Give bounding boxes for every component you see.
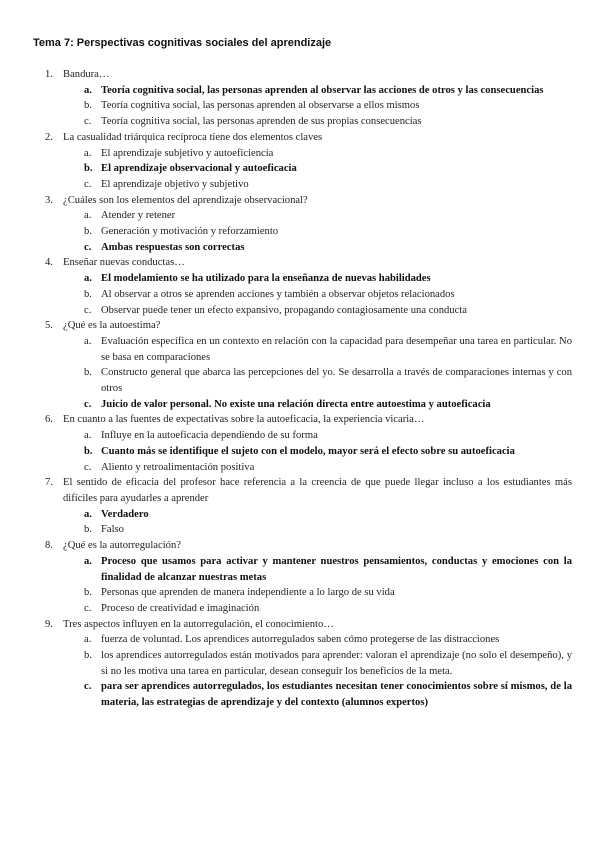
answer-options [0,334,600,413]
answer-option-correct [0,83,600,99]
question-line [0,67,600,83]
question-line [0,130,600,146]
answer-options [0,632,600,711]
option-letter: c. [84,178,92,190]
answer-options [0,271,600,318]
answer-option [0,334,600,365]
answer-option [0,287,600,303]
answer-options [0,208,600,255]
answer-option-correct [0,444,600,460]
answer-options [0,507,600,538]
question-item [0,193,600,256]
option-letter: b. [84,226,92,238]
option-text: Proceso que usamos para activar y mantener nuestros pensamientos, conductas y emociones con la finalidad de alcanzar nuestras metas [101,555,572,583]
option-letter: a. [84,84,92,96]
answer-option [0,585,600,601]
answer-option [0,632,600,648]
option-text: Atender y retener [101,210,176,222]
question-number: 2. [45,131,53,143]
question-item [0,617,600,711]
option-text: Teoría cognitiva social, las personas aprenden al observar las acciones de otros y las consecuencias [101,84,544,96]
question-text: ¿Qué es la autoestima? [63,320,161,332]
option-letter: a. [84,555,92,567]
option-letter: a. [84,210,92,222]
question-item [0,412,600,475]
answer-option [0,98,600,114]
answer-option [0,114,600,130]
option-letter: b. [84,367,92,379]
option-letter: a. [84,335,92,347]
option-letter: b. [84,587,92,599]
option-letter: b. [84,100,92,112]
option-letter: c. [84,461,92,473]
question-item [0,475,600,538]
option-text: Verdadero [101,508,149,520]
option-text: Juicio de valor personal. No existe una relación directa entre autoestima y autoeficacia [101,398,491,410]
option-letter: c. [84,241,92,253]
option-letter: b. [84,524,92,536]
option-text: Cuanto más se identifique el sujeto con el modelo, mayor será el efecto sobre su autoeficacia [101,445,515,457]
option-text: Personas que aprenden de manera independiente a lo largo de su vida [101,587,395,599]
option-letter: b. [84,650,92,662]
answer-options [0,146,600,193]
option-text: para ser aprendices autorregulados, los estudiantes necesitan tener conocimientos sobre sí mismos, de la materia, las estrategias de aprendizaje y del contexto (alumnos expertos) [101,681,572,709]
question-line [0,538,600,554]
option-text: El aprendizaje subjetivo y autoeficiencia [101,147,274,159]
option-text: Ambas respuestas son correctas [101,241,245,253]
question-number: 7. [45,477,53,489]
option-letter: a. [84,634,92,646]
option-letter: c. [84,681,92,693]
question-item [0,318,600,412]
option-letter: b. [84,163,93,175]
option-text: Generación y motivación y reforzamiento [101,226,279,238]
question-number: 6. [45,414,53,426]
answer-option [0,303,600,319]
option-text: Evaluación específica en un contexto en relación con la capacidad para desempeñar una tarea en particular. No se basa en comparaciones [101,335,572,363]
answer-option [0,601,600,617]
option-text: El aprendizaje observacional y autoeficacia [101,163,297,175]
answer-option-correct [0,507,600,523]
question-line [0,255,600,271]
option-letter: c. [84,602,92,614]
option-letter: c. [84,398,92,410]
question-line [0,318,600,334]
answer-option [0,146,600,162]
question-number: 5. [45,320,53,332]
option-letter: b. [84,445,93,457]
answer-option-correct [0,554,600,585]
answer-options [0,428,600,475]
answer-option-correct [0,161,600,177]
question-item [0,255,600,318]
answer-option [0,365,600,396]
question-text: ¿Qué es la autorregulación? [63,540,181,552]
option-text: Proceso de creatividad e imaginación [101,602,260,614]
option-text: Al observar a otros se aprenden acciones y también a observar objetos relacionados [101,288,455,300]
question-text: Bandura… [63,69,110,80]
option-letter: b. [84,288,92,300]
question-list [0,67,600,711]
answer-option-correct [0,271,600,287]
question-number: 9. [45,618,53,630]
answer-option [0,522,600,538]
option-letter: a. [84,430,92,442]
option-letter: c. [84,116,92,128]
question-line [0,617,600,633]
question-text: El sentido de eficacia del profesor hace referencia a la creencia de que puede llegar incluso a los estudiantes más difíciles para ayudarles a aprender [63,477,572,504]
question-line [0,412,600,428]
answer-option [0,177,600,193]
option-text: Teoría cognitiva social, las personas aprenden de sus propias consecuencias [101,116,422,128]
answer-option [0,428,600,444]
option-letter: a. [84,508,92,520]
option-text: los aprendices autorregulados están motivados para aprender: valoran el aprendizaje (no solo el desempeño), y si no les motiva una tarea en particular, desean conseguir los beneficios de la meta. [101,650,572,677]
option-letter: a. [84,147,92,159]
option-text: fuerza de voluntad. Los aprendices autorregulados saben cómo protegerse de las distracciones [101,634,500,646]
answer-option [0,224,600,240]
question-number: 3. [45,194,53,206]
answer-option-correct [0,397,600,413]
option-text: El modelamiento se ha utilizado para la enseñanza de nuevas habilidades [101,273,431,285]
question-item [0,130,600,193]
option-text: Constructo general que abarca las percepciones del yo. Se desarrolla a través de comparaciones internas y con otros [101,367,572,395]
answer-option-correct [0,679,600,710]
question-text: Enseñar nuevas conductas… [63,257,185,269]
answer-option [0,460,600,476]
question-number: 1. [45,69,53,80]
question-text: En cuanto a las fuentes de expectativas sobre la autoeficacia, la experiencia vicaria… [63,414,425,426]
answer-option-correct [0,240,600,256]
question-item [0,67,600,130]
answer-option [0,648,600,679]
option-text: Aliento y retroalimentación positiva [101,461,255,473]
option-text: Observar puede tener un efecto expansivo, propagando contagiosamente una conducta [101,304,467,316]
option-letter: a. [84,273,92,285]
option-text: Falso [101,524,124,536]
answer-options [0,554,600,617]
question-number: 8. [45,540,53,552]
question-number: 4. [45,257,53,269]
question-line [0,475,600,506]
question-line [0,193,600,209]
document-title: Tema 7: Perspectivas cognitivas sociales del aprendizaje [33,37,332,49]
question-text: La casualidad triárquica recíproca tiene dos elementos claves [63,131,323,143]
option-letter: c. [84,304,92,316]
option-text: Influye en la autoeficacia dependiendo de su forma [101,430,318,442]
question-text: ¿Cuáles son los elementos del aprendizaje observacional? [63,194,308,206]
option-text: El aprendizaje objetivo y subjetivo [101,178,249,190]
answer-option [0,208,600,224]
question-text: Tres aspectos influyen en la autorregulación, el conocimiento… [63,618,334,630]
answer-options [0,83,600,130]
option-text: Teoría cognitiva social, las personas aprenden al observarse a ellos mismos [101,100,420,112]
question-item [0,538,600,617]
